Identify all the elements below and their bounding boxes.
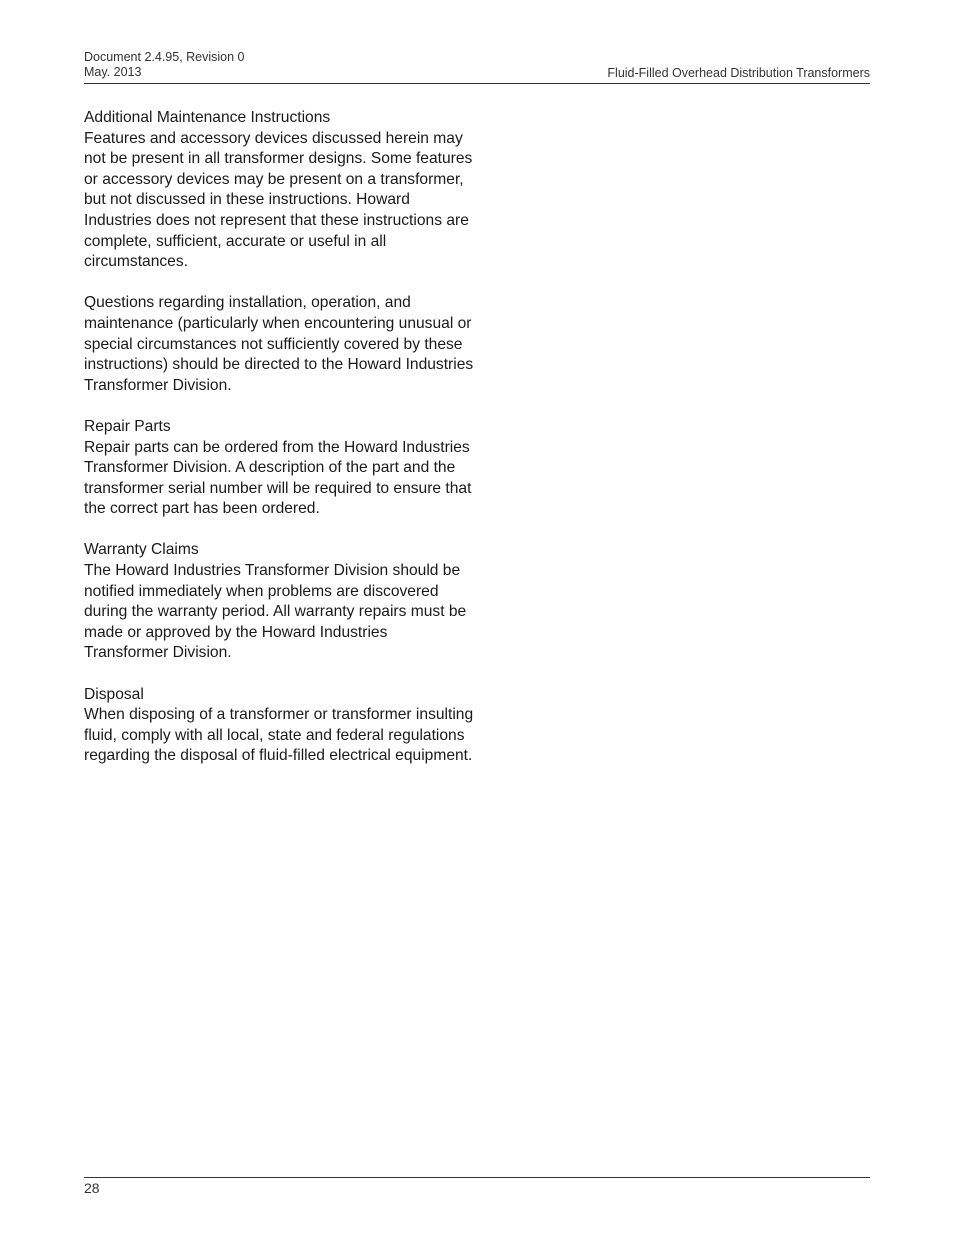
document-title: Fluid-Filled Overhead Distribution Transformers (607, 66, 870, 80)
section-paragraph: Features and accessory devices discussed herein may not be present in all transformer designs. Some features or accessory devices may be present on a transformer, but not discussed in these instructions. Howard Industries does not represent that these instructions are complete, sufficient, accurate or useful in all circumstances. (84, 129, 473, 271)
document-number: Document 2.4.95, Revision 0 (84, 50, 245, 64)
section-heading: Warranty Claims (84, 541, 199, 559)
section-paragraph: Questions regarding installation, operation, and maintenance (particularly when encountering unusual or special circumstances not sufficiently covered by these instructions) should be directed to the Howard Industries Transformer Division. (84, 294, 474, 394)
page-number: 28 (84, 1180, 100, 1196)
section-heading: Repair Parts (84, 417, 171, 435)
section-repair-parts (84, 417, 474, 520)
section-warranty-claims (84, 540, 474, 664)
page-content (84, 108, 474, 788)
page-footer (84, 1177, 870, 1197)
section-paragraph: When disposing of a transformer or transformer insulting fluid, comply with all local, state and federal regulations regarding the disposal of fluid-filled electrical equipment. (84, 706, 474, 765)
document-info (84, 50, 245, 80)
section-paragraph: The Howard Industries Transformer Division should be notified immediately when problems are discovered during the warranty period. All warranty repairs must be made or approved by the Howard Industries Transformer Division. (84, 562, 467, 662)
document-date: May. 2013 (84, 65, 142, 79)
section-heading: Disposal (84, 685, 144, 703)
page-header (84, 50, 870, 84)
section-maintenance (84, 108, 474, 396)
section-paragraph: Repair parts can be ordered from the Howard Industries Transformer Division. A description of the part and the transformer serial number will be required to ensure that the correct part has been ordered. (84, 438, 472, 518)
section-disposal (84, 685, 474, 767)
section-heading: Additional Maintenance Instructions (84, 109, 331, 126)
